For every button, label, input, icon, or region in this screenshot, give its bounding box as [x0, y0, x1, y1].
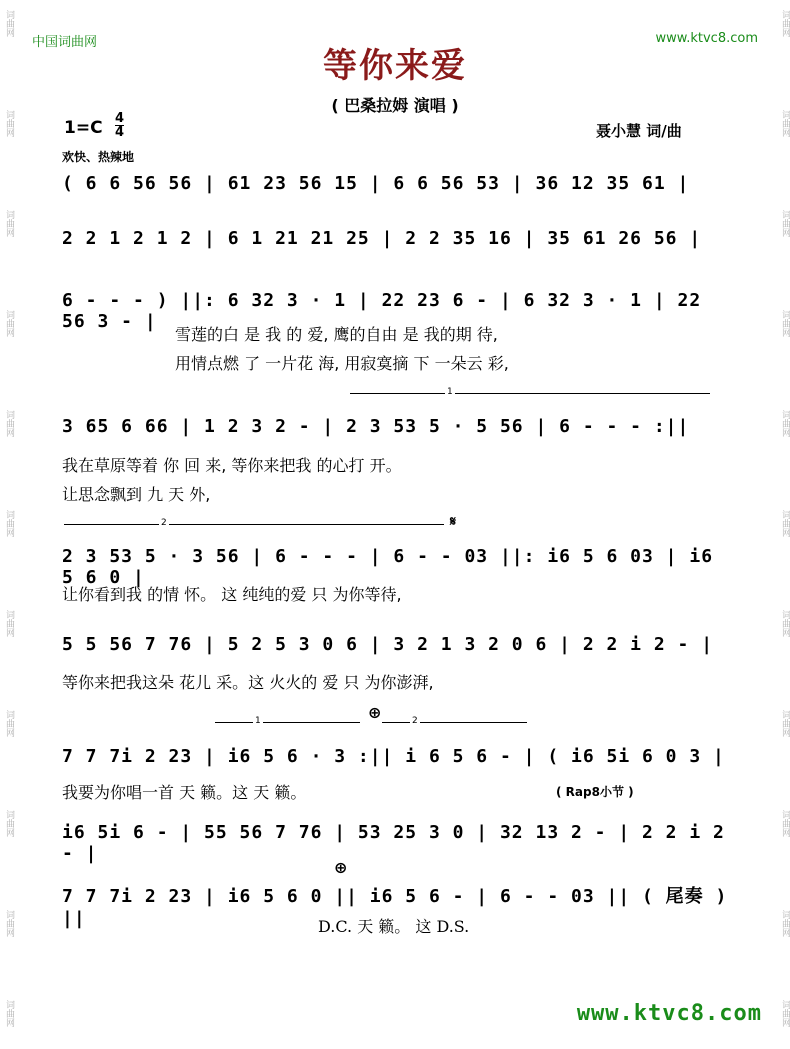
lyric-line-5: 让你看到我 的情 怀。 这 纯纯的爱 只 为你等待,: [62, 585, 402, 604]
notation-line-4: 3 65 6 66 | 1 2 3 2 - | 2 3 53 5 · 5 56 | 6 - - - :||: [62, 416, 690, 437]
singer-line: ( 巴桑拉姆 演唱 ): [331, 96, 459, 115]
coda-sign: ⊕: [368, 703, 382, 722]
volta-number: 1: [447, 387, 453, 397]
time-bottom: 4: [115, 125, 125, 140]
volta-bracket-1: [350, 387, 710, 402]
volta-bracket-3: [215, 716, 360, 731]
tempo-marking: 欢快、热辣地: [62, 150, 135, 164]
volta-number: 1: [255, 716, 261, 726]
site-name-left[interactable]: 中国词曲网: [32, 35, 98, 50]
time-signature: [115, 112, 124, 139]
left-side-watermark: 词曲网 词曲网 词曲网 词曲网 词曲网 词曲网 词曲网 词曲网 词曲网 词曲网 词曲网: [4, 10, 14, 1027]
volta-bracket-2: [64, 518, 444, 533]
notation-line-1: ( 6 6 56 56 | 61 23 56 15 | 6 6 56 53 | 36 12 35 61 |: [62, 173, 690, 194]
time-top: 4: [115, 111, 125, 126]
volta-number: 2: [412, 716, 418, 726]
key-signature: 1=C: [64, 118, 103, 138]
notation-line-2: 2 2 1 2 1 2 | 6 1 21 21 25 | 2 2 35 16 | 35 61 26 56 |: [62, 228, 702, 249]
lyric-line-7: 我要为你唱一首 天 籁。这 天 籁。: [62, 783, 307, 802]
notation-line-7: 7 7 7i 2 23 | i6 5 6 · 3 :|| i 6 5 6 - | ( i6 5i 6 0 3 |: [62, 746, 725, 767]
lyric-line-3a: 雪莲的白 是 我 的 爱, 鹰的自由 是 我的期 待,: [175, 325, 498, 344]
lyric-line-6: 等你来把我这朵 花儿 采。这 火火的 爱 只 为你澎湃,: [62, 673, 434, 692]
notation-line-8: i6 5i 6 - | 55 56 7 76 | 53 25 3 0 | 32 13 2 - | 2 2 i 2 - |: [62, 822, 725, 864]
volta-number: 2: [161, 518, 167, 528]
notation-line-3: 6 - - - ) ||: 6 32 3 · 1 | 22 23 6 - | 6 32 3 · 1 | 22 56 3 - |: [62, 290, 702, 332]
notation-line-6: 5 5 56 7 76 | 5 2 5 3 0 6 | 3 2 1 3 2 0 6 | 2 2 i 2 - |: [62, 634, 714, 655]
notation-line-9: 7 7 7i 2 23 | i6 5 6 0 || i6 5 6 - | 6 - - 03 || ( 尾奏 ) ||: [62, 886, 728, 929]
composer-credit: 聂小慧 词/曲: [596, 122, 682, 140]
song-title: 等你来爱: [323, 46, 467, 86]
right-side-watermark: 词曲网 词曲网 词曲网 词曲网 词曲网 词曲网 词曲网 词曲网 词曲网 词曲网 词曲网: [780, 10, 790, 1027]
notation-line-5: 2 3 53 5 · 3 56 | 6 - - - | 6 - - 03 ||: i6 5 6 03 | i6 5 6 0 |: [62, 546, 714, 588]
site-url-right[interactable]: www.ktvc8.com: [655, 31, 758, 46]
lyric-line-3b: 用情点燃 了 一片花 海, 用寂寞摘 下 一朵云 彩,: [175, 354, 509, 373]
dc-ds-line: D.C. 天 籁。 这 D.S.: [318, 917, 470, 936]
lyric-line-4a: 我在草原等着 你 回 来, 等你来把我 的心打 开。: [62, 456, 402, 475]
volta-bracket-4: [382, 716, 527, 731]
segno-sign: 𝄋: [450, 514, 457, 530]
lyric-line-4b: 让思念飘到 九 天 外,: [62, 485, 211, 504]
coda-sign-2: ⊕: [334, 858, 348, 877]
watermark-url[interactable]: www.ktvc8.com: [576, 1001, 762, 1026]
rap-note: ( Rap8小节 ): [556, 785, 634, 799]
